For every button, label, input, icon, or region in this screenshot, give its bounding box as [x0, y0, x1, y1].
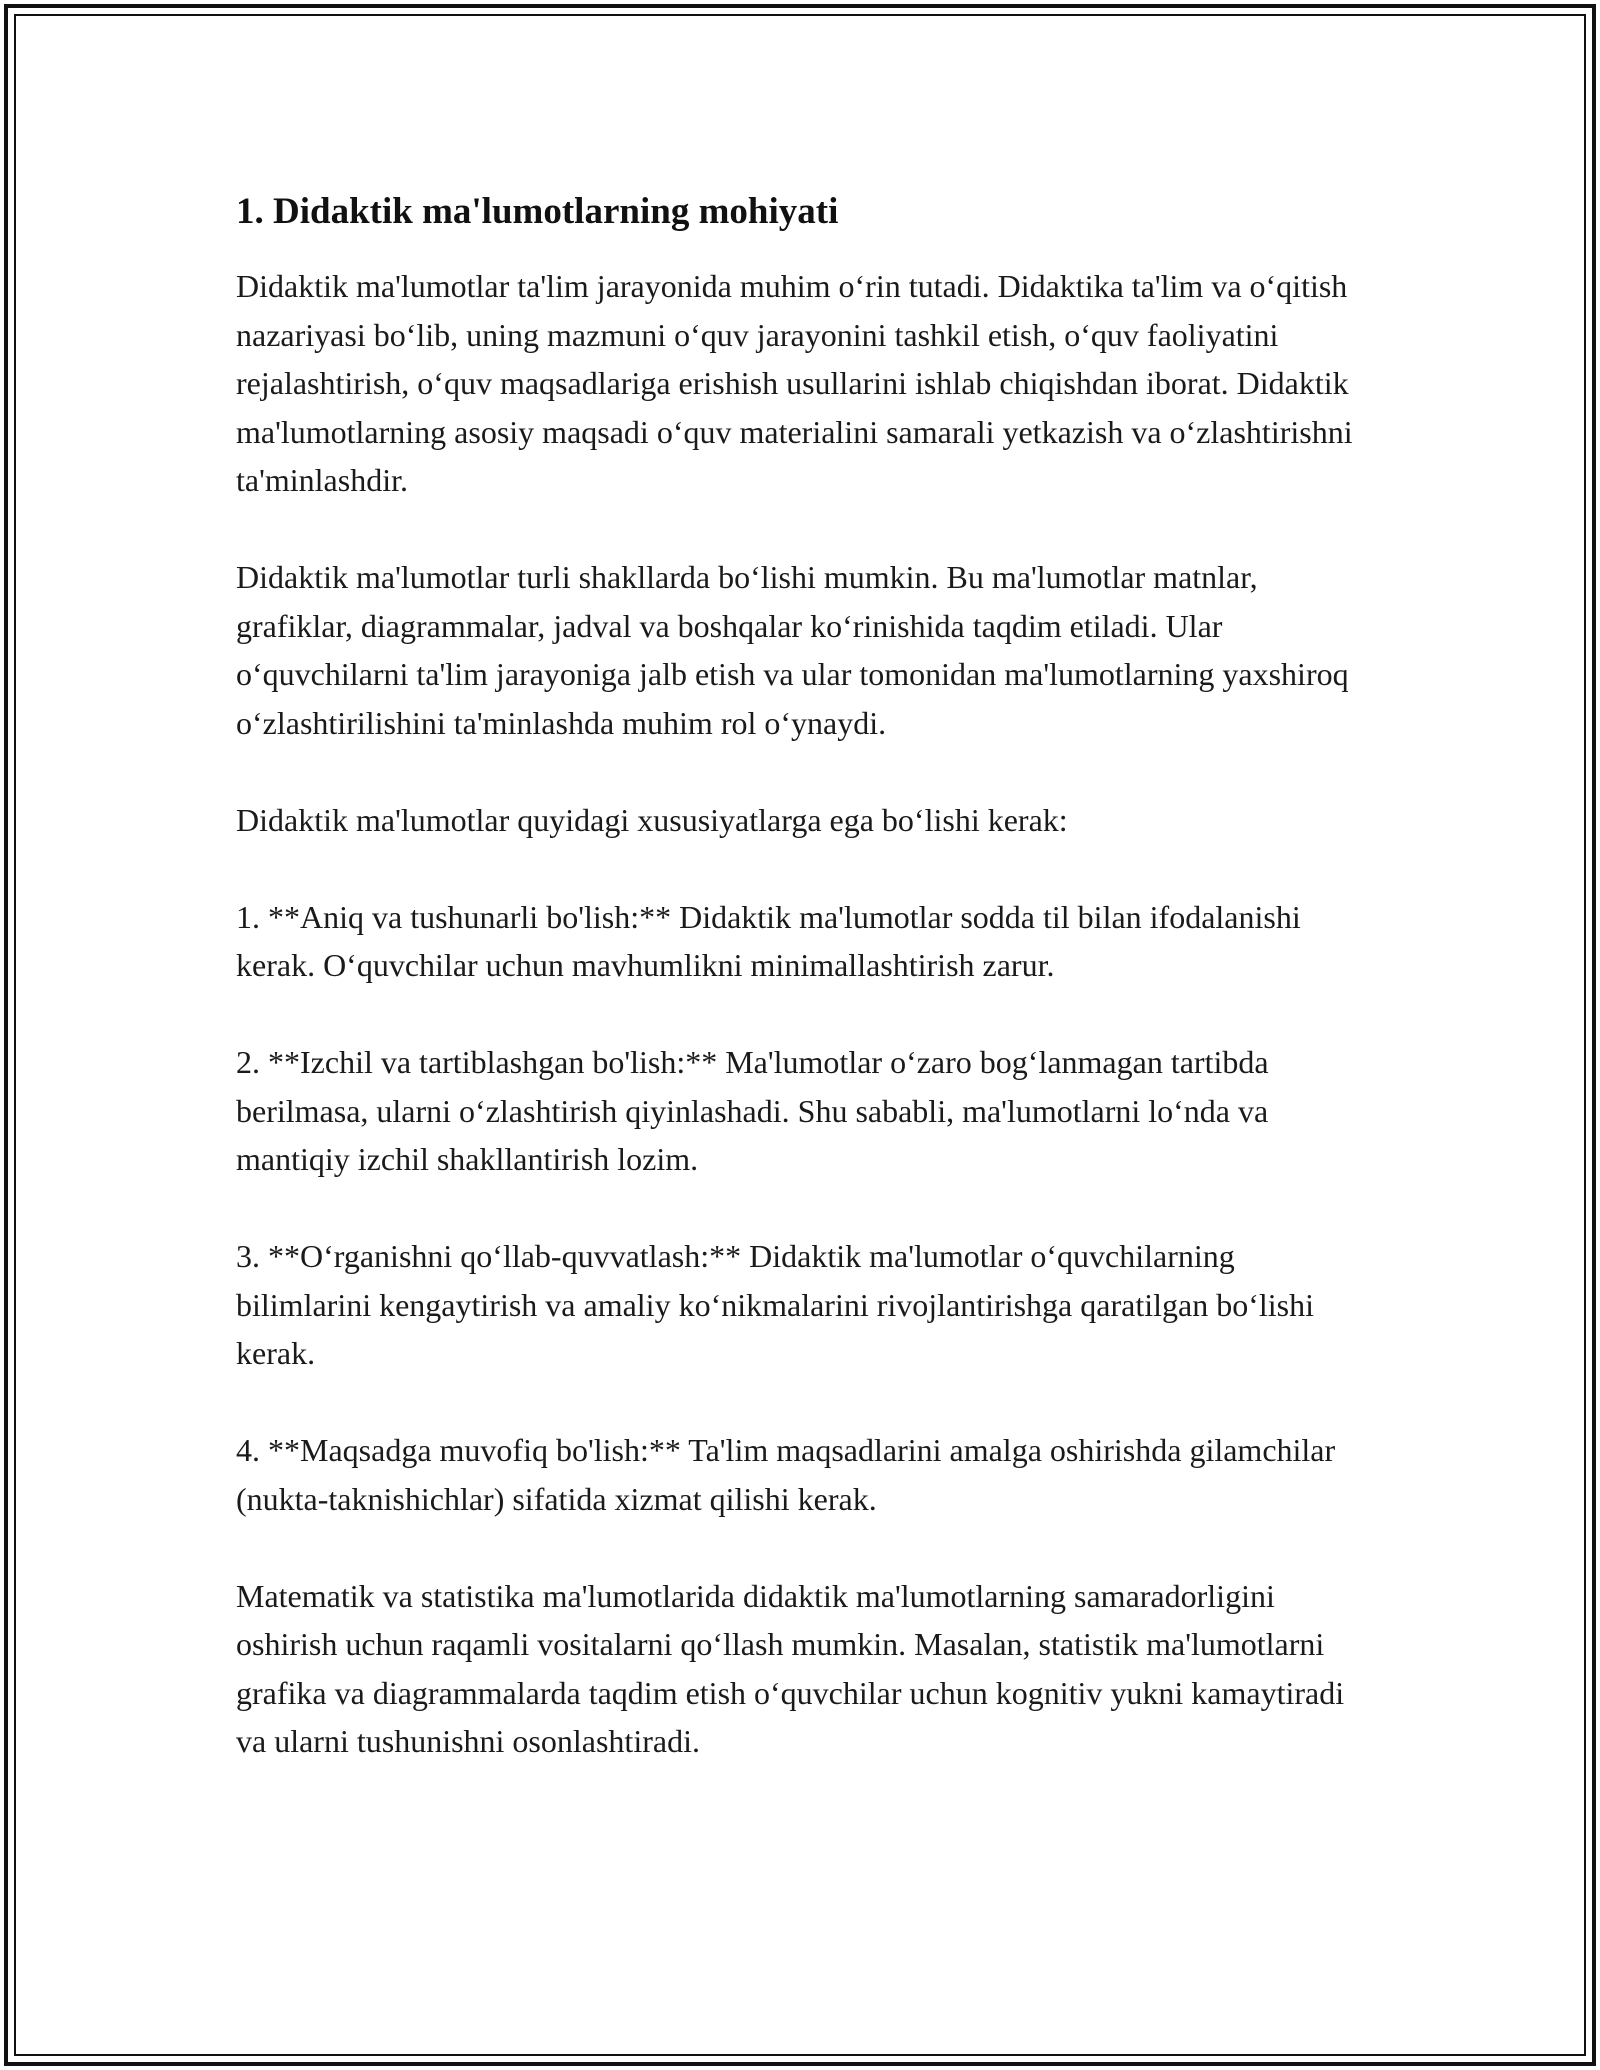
document-body: [236, 188, 1366, 1766]
paragraph-intro: Didaktik ma'lumotlar ta'lim jarayonida muhim o‘rin tutadi. Didaktika ta'lim va o‘qitish nazariyasi bo‘lib, uning mazmuni o‘quv jarayonini tashkil etish, o‘quv faoliyatini rejalashtirish, o‘quv maqsadlariga erishish usullarini ishlab chiqishdan iborat. Didaktik ma'lumotlarning asosiy maqsadi o‘quv materialini samarali yetkazish va o‘zlashtirishni ta'minlashdir.: [236, 268, 1353, 498]
section-heading: 1. Didaktik ma'lumotlarning mohiyati: [236, 191, 839, 232]
paragraph-properties-intro: Didaktik ma'lumotlar quyidagi xususiyatlarga ega bo‘lishi kerak:: [236, 801, 1068, 838]
list-item-purposeful: 4. **Maqsadga muvofiq bo'lish:** Ta'lim maqsadlarini amalga oshirishda gilamchilar (nukta-taknishichlar) sifatida xizmat qilishi kerak.: [236, 1432, 1336, 1517]
paragraph-conclusion: Matematik va statistika ma'lumotlarida didaktik ma'lumotlarning samaradorligini oshirish uchun raqamli vositalarni qo‘llash mumkin. Masalan, statistik ma'lumotlarni grafika va diagrammalarda taqdim etish o‘quvchilar uchun kognitiv yukni kamaytiradi va ularni tushunishni osonlashtiradi.: [236, 1577, 1345, 1759]
list-item-clear: 1. **Aniq va tushunarli bo'lish:** Didaktik ma'lumotlar sodda til bilan ifodalanishi kerak. O‘quvchilar uchun mavhumlikni minimallashtirish zarur.: [236, 898, 1301, 983]
paragraph-forms: Didaktik ma'lumotlar turli shakllarda bo‘lishi mumkin. Bu ma'lumotlar matnlar, grafiklar, diagrammalar, jadval va boshqalar ko‘rinishida taqdim etiladi. Ular o‘quvchilarni ta'lim jarayoniga jalb etish va ular tomonidan ma'lumotlarning yaxshiroq o‘zlashtirilishini ta'minlashda muhim rol o‘ynaydi.: [236, 559, 1349, 741]
list-item-support-learning: 3. **O‘rganishni qo‘llab-quvvatlash:** Didaktik ma'lumotlar o‘quvchilarning bilimlarini kengaytirish va amaliy ko‘nikmalarini rivojlantirishga qaratilgan bo‘lishi kerak.: [236, 1238, 1314, 1371]
list-item-consistent: 2. **Izchil va tartiblashgan bo'lish:** Ma'lumotlar o‘zaro bog‘lanmagan tartibda berilmasa, ularni o‘zlashtirish qiyinlashadi. Shu sababli, ma'lumotlarni lo‘nda va mantiqiy izchil shakllantirish lozim.: [236, 1044, 1269, 1177]
